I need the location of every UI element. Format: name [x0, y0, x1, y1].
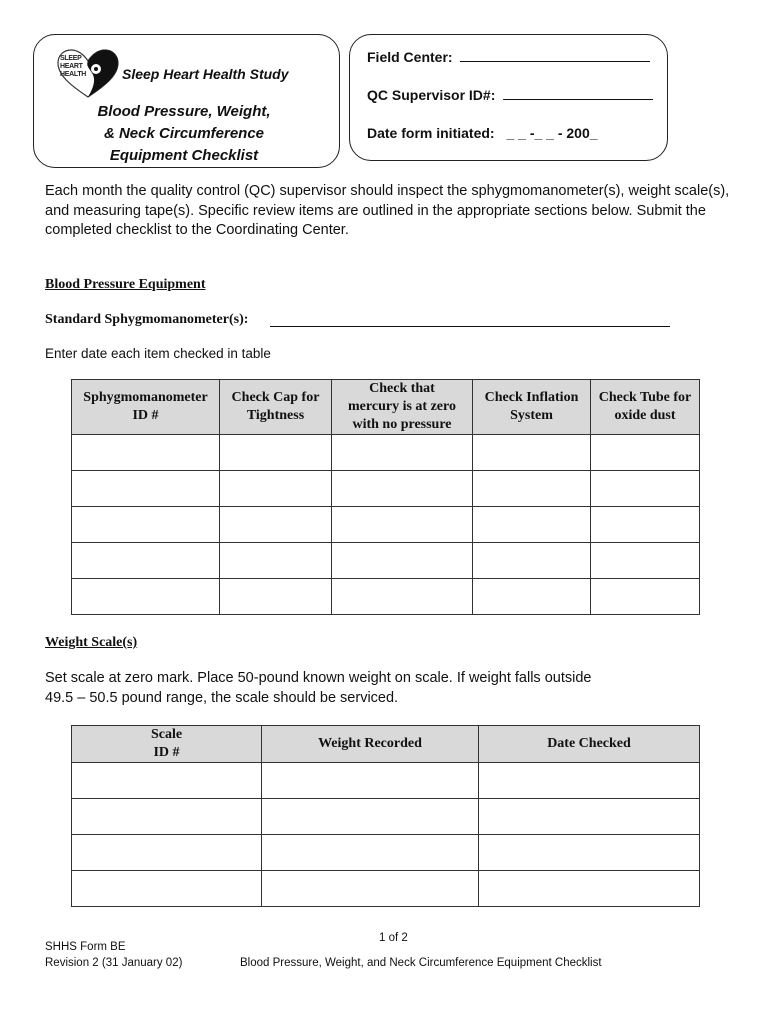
weight-instructions-line-2: 49.5 – 50.5 pound range, the scale should be serviced.	[45, 690, 399, 706]
study-title-box	[33, 34, 340, 168]
footer-revision: Revision 2 (31 January 02)	[45, 957, 183, 969]
table-row	[72, 435, 700, 471]
weight-section-heading: Weight Scale(s)	[45, 635, 138, 650]
page-number: 1 of 2	[379, 932, 408, 944]
table-header-row	[72, 726, 700, 763]
table-header-row	[72, 380, 700, 435]
qc-supervisor-label: QC Supervisor ID#:	[367, 87, 496, 103]
col-header: Check that mercury is at zero with no pressure	[332, 380, 473, 435]
table-cell-input[interactable]	[591, 471, 700, 507]
table-cell-input[interactable]	[591, 543, 700, 579]
table-cell-input[interactable]	[72, 579, 220, 615]
table-cell-input[interactable]	[72, 543, 220, 579]
table-cell-input[interactable]	[479, 835, 700, 871]
logo-line: HEALTH	[60, 71, 87, 78]
table-cell-input[interactable]	[262, 835, 479, 871]
table-cell-input[interactable]	[72, 471, 220, 507]
table-row	[72, 543, 700, 579]
col-header: Check Tube for oxide dust	[591, 380, 700, 435]
table-row	[72, 763, 700, 799]
col-header: Date Checked	[479, 726, 700, 763]
field-center-label: Field Center:	[367, 49, 453, 65]
table-row	[72, 799, 700, 835]
table-row	[72, 471, 700, 507]
qc-supervisor-row	[367, 85, 653, 103]
form-title-line: & Neck Circumference	[103, 125, 265, 142]
standard-sphyg-input[interactable]	[270, 326, 670, 327]
table-row	[72, 871, 700, 907]
table-cell-input[interactable]	[262, 799, 479, 835]
table-cell-input[interactable]	[591, 435, 700, 471]
table-cell-input[interactable]	[591, 579, 700, 615]
footer-form-name: SHHS Form BE	[45, 941, 126, 953]
col-header: Check Inflation System	[473, 380, 591, 435]
table-cell-input[interactable]	[220, 507, 332, 543]
bp-equipment-table	[71, 379, 700, 615]
form-title-line: Blood Pressure, Weight,	[97, 103, 271, 120]
field-center-input[interactable]	[460, 47, 650, 62]
table-cell-input[interactable]	[479, 871, 700, 907]
bp-section-heading: Blood Pressure Equipment	[45, 277, 206, 292]
table-cell-input[interactable]	[332, 471, 473, 507]
logo-line: SLEEP	[60, 55, 82, 62]
table-cell-input[interactable]	[473, 579, 591, 615]
footer-form-title: Blood Pressure, Weight, and Neck Circumference Equipment Checklist	[240, 957, 602, 969]
table-cell-input[interactable]	[220, 471, 332, 507]
table-cell-input[interactable]	[72, 763, 262, 799]
table-cell-input[interactable]	[220, 435, 332, 471]
form-info-box	[349, 34, 668, 161]
table-cell-input[interactable]	[262, 763, 479, 799]
field-center-row	[367, 47, 650, 65]
standard-sphyg-label: Standard Sphygmomanometer(s):	[45, 312, 249, 327]
col-header: Weight Recorded	[262, 726, 479, 763]
logo-text	[60, 55, 86, 79]
table-cell-input[interactable]	[72, 835, 262, 871]
col-header-text: Scale ID #	[150, 727, 183, 760]
table-cell-input[interactable]	[72, 507, 220, 543]
table-cell-input[interactable]	[473, 471, 591, 507]
table-cell-input[interactable]	[72, 871, 262, 907]
date-initiated-input[interactable]: _ _ -_ _ - 200_	[506, 125, 598, 141]
table-cell-input[interactable]	[473, 435, 591, 471]
table-row	[72, 579, 700, 615]
table-cell-input[interactable]	[479, 763, 700, 799]
study-name: Sleep Heart Health Study	[122, 66, 289, 82]
table-cell-input[interactable]	[72, 435, 220, 471]
weight-scale-table	[71, 725, 700, 907]
bp-table-note: Enter date each item checked in table	[45, 346, 271, 361]
table-cell-input[interactable]	[479, 799, 700, 835]
table-cell-input[interactable]	[72, 799, 262, 835]
table-cell-input[interactable]	[220, 579, 332, 615]
table-cell-input[interactable]	[332, 435, 473, 471]
col-header: Sphygmomanometer ID #	[72, 380, 220, 435]
date-initiated-label: Date form initiated:	[367, 125, 495, 141]
date-initiated-row	[367, 125, 598, 141]
weight-instructions-line-1: Set scale at zero mark. Place 50-pound known weight on scale. If weight falls outside	[45, 670, 592, 686]
form-title	[34, 101, 334, 167]
table-cell-input[interactable]	[591, 507, 700, 543]
table-row	[72, 835, 700, 871]
table-cell-input[interactable]	[262, 871, 479, 907]
table-cell-input[interactable]	[473, 507, 591, 543]
qc-supervisor-input[interactable]	[503, 85, 653, 100]
form-title-line: Equipment Checklist	[109, 147, 259, 164]
intro-paragraph: Each month the quality control (QC) supervisor should inspect the sphygmomanometer(s), weight scale(s), and measuring tape(s). Specific review items are outlined in the appropriate sections below. Submit the completed checklist to the Coordinating Center.	[45, 183, 730, 238]
logo-line: HEART	[60, 63, 83, 70]
table-cell-input[interactable]	[332, 579, 473, 615]
table-cell-input[interactable]	[473, 543, 591, 579]
shhs-logo	[52, 47, 124, 99]
table-cell-input[interactable]	[332, 507, 473, 543]
col-header	[72, 726, 262, 763]
table-row	[72, 507, 700, 543]
table-cell-input[interactable]	[220, 543, 332, 579]
col-header: Check Cap for Tightness	[220, 380, 332, 435]
table-cell-input[interactable]	[332, 543, 473, 579]
